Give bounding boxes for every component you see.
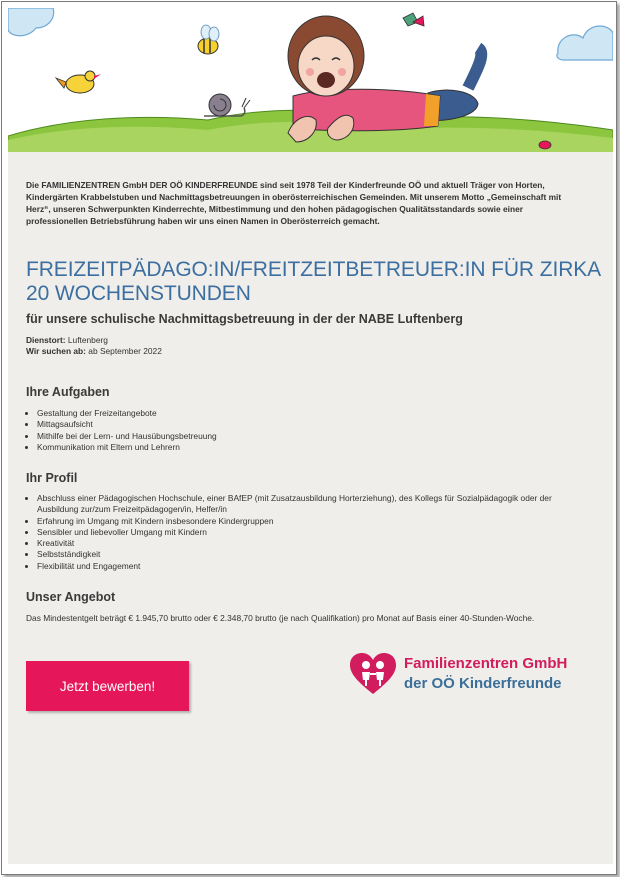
list-item: • Mittagsaufsicht — [37, 419, 592, 430]
list-item: • Selbstständigkeit — [37, 549, 592, 560]
intro-paragraph: Die FAMILIENZENTREN GmbH DER OÖ KINDERFREUNDE sind seit 1978 Teil der Kinderfreunde OÖ und aktuell Träger von Horten, Kindergärten Krabbelstuben und Nachmittagsbetreuungen in oberösterreichischen Gemeinden. Mit unserem Motto „Gemeinschaft mit Herz“, unseren Schwerpunkten Kinderrechte, Mitbestimmung und den hohen pädagogischen Qualitätsstandards sowie einer professionellen Betriebsführung haben wir uns einen Namen in Oberösterreich gemacht. — [26, 180, 562, 226]
start-label: Wir suchen ab: — [26, 346, 86, 356]
content-panel — [8, 152, 613, 864]
cloud-left-icon — [8, 8, 54, 36]
location-label: Dienstort: — [26, 335, 66, 345]
company-logo — [348, 652, 598, 702]
bee-icon — [198, 25, 219, 54]
profile-heading: Ihr Profil — [26, 471, 78, 485]
girl-lying-in-meadow-illustration — [8, 8, 613, 168]
list-item: • Flexibilität und Engagement — [37, 561, 592, 572]
header-illustration — [8, 8, 613, 168]
logo-text — [404, 654, 567, 694]
profile-list — [26, 493, 592, 572]
snail-icon — [204, 94, 250, 116]
page-frame — [1, 1, 617, 875]
tasks-heading: Ihre Aufgaben — [26, 385, 110, 399]
logo-line-1: Familienzentren GmbH — [404, 655, 568, 672]
offer-text: Das Mindestentgelt beträgt € 1.945,70 brutto oder € 2.348,70 brutto (je nach Qualifikation) pro Monat auf Basis einer 40-Stunden-Woche. — [26, 613, 535, 623]
ladybug-icon — [539, 141, 551, 149]
list-item: • Sensibler und liebevoller Umgang mit Kindern — [37, 527, 592, 538]
list-item: • Gestaltung der Freizeitangebote — [37, 408, 592, 419]
logo-line-2: der OÖ Kinderfreunde — [404, 675, 562, 692]
list-item: • Mithilfe bei der Lern- und Hausübungsbetreuung — [37, 431, 592, 442]
list-item: • Kreativität — [37, 538, 592, 549]
job-subtitle: für unsere schulische Nachmittagsbetreuung in der der NABE Luftenberg — [26, 312, 463, 326]
offer-heading: Unser Angebot — [26, 590, 116, 604]
cloud-right-icon — [557, 26, 613, 60]
tasks-list — [26, 408, 592, 453]
location-value: Luftenberg — [67, 335, 108, 345]
list-item: • Erfahrung im Umgang mit Kindern insbesondere Kindergruppen — [37, 516, 592, 527]
job-title: FREIZEITPÄDAGO:IN/FREITZEITBETREUER:IN FÜR ZIRKA 20 WOCHENSTUNDEN — [26, 258, 600, 305]
location-row — [26, 335, 108, 346]
apply-button[interactable]: Jetzt bewerben! — [26, 661, 189, 711]
bird-icon — [56, 71, 101, 93]
heart-children-logo-icon — [348, 652, 398, 696]
start-date-row — [26, 346, 162, 357]
list-item: • Kommunikation mit Eltern und Lehrern — [37, 442, 592, 453]
butterfly-icon — [403, 13, 424, 26]
list-item: • Abschluss einer Pädagogischen Hochschule, einer BAfEP (mit Zusatzausbildung Horterziehung), des Kollegs für Sozialpädagogik oder der Ausbildung zur/zum Freizeitpädagogen/in, Helfer/in — [37, 493, 592, 516]
start-value: ab September 2022 — [88, 346, 162, 356]
